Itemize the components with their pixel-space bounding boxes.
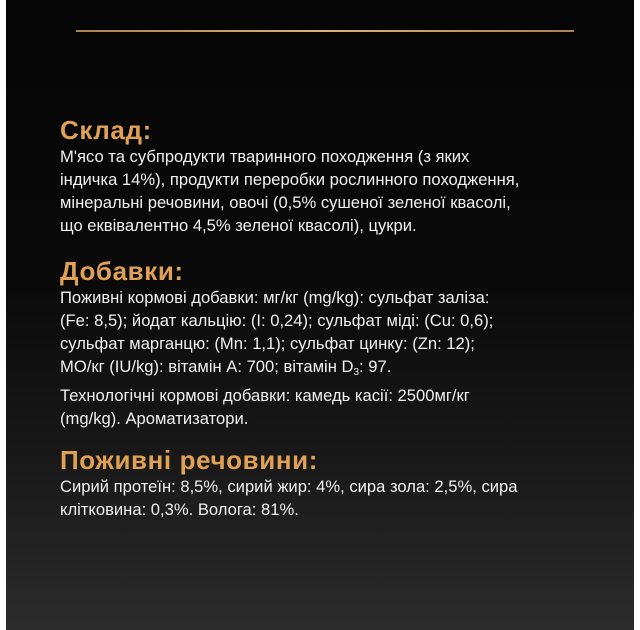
additives-line: (mg/kg). Ароматизатори. (60, 409, 249, 428)
composition-text (60, 145, 620, 237)
additives-line: Поживні кормові добавки: мг/кг (mg/kg): сульфат заліза: (60, 288, 490, 307)
composition-heading: Склад: (60, 115, 152, 145)
nutrients-heading: Поживні речовини: (60, 445, 318, 475)
additives-heading: Добавки: (60, 256, 184, 286)
additives-text (60, 286, 620, 430)
additives-line: сульфат марганцю: (Mn: 1,1); сульфат цинку: (Zn: 12); (60, 334, 475, 353)
ingredients-panel (6, 0, 634, 630)
nutrients-line: Сирий протеїн: 8,5%, сирий жир: 4%, сира зола: 2,5%, сира (60, 477, 518, 496)
composition-line: М'ясо та субпродукти тваринного походження (з яких (60, 147, 470, 166)
vitamin-d-subscript: 3 (353, 367, 360, 378)
gold-divider-line (76, 30, 574, 32)
composition-section (60, 115, 620, 237)
nutrients-section (60, 445, 620, 521)
additives-line: (Fe: 8,5); йодат кальцію: (I: 0,24); сульфат міді: (Cu: 0,6); (60, 311, 494, 330)
nutrients-text (60, 475, 620, 521)
composition-line: мінеральні речовини, овочі (0,5% сушеної зеленої квасолі, (60, 193, 511, 212)
vitamin-line-after: : 97. (359, 357, 392, 376)
vitamin-line-before: МО/кг (IU/kg): вітамін A: 700; вітамін D (60, 357, 354, 376)
composition-line: індичка 14%), продукти переробки рослинного походження, (60, 170, 520, 189)
nutrients-line: клітковина: 0,3%. Волога: 81%. (60, 500, 299, 519)
composition-line: що еквівалентно 4,5% зеленої квасолі), цукри. (60, 216, 417, 235)
additives-line: Технологічні кормові добавки: камедь касії: 2500мг/кг (60, 386, 470, 405)
additives-section (60, 256, 620, 430)
vitamin-line (60, 355, 620, 384)
